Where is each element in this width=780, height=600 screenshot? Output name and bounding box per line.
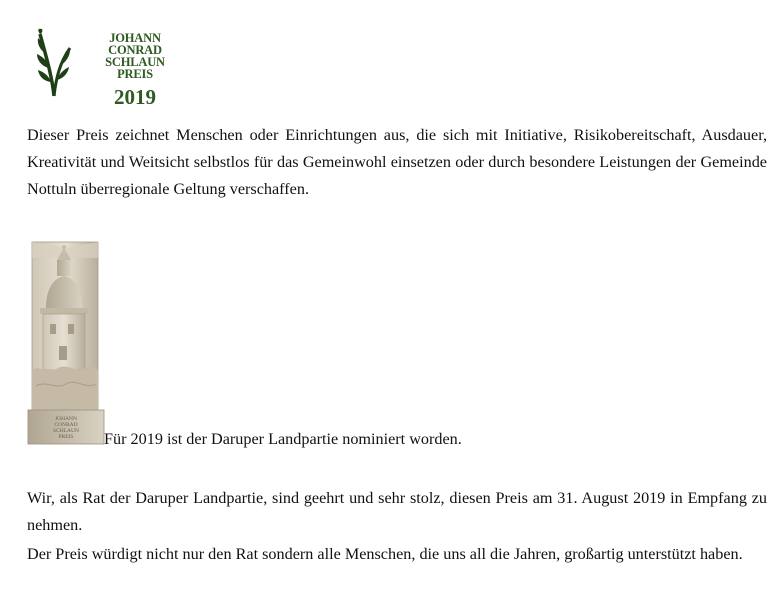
logo-line: JOHANN [109,31,161,45]
trophy-engraving: SCHLAUN [53,428,79,434]
trophy-engraving: JOHANN [55,416,77,422]
logo-line: PREIS [117,67,153,81]
trophy-engraving: PREIS [58,434,74,440]
trophy-engraving: CONRAD [54,422,78,428]
thanks-paragraph: Der Preis würdigt nicht nur den Rat sondern alle Menschen, die uns all die Jahren, großartig unterstützt haben. [27,545,743,563]
logo-year: 2019 [114,85,156,109]
logo-wordmark [90,32,180,80]
prize-logo [30,24,180,112]
trophy-image [26,238,106,446]
nomination-text: Für 2019 ist der Daruper Landpartie nominiert worden. [104,430,462,448]
honor-paragraph: Wir, als Rat der Daruper Landpartie, sind geehrt und sehr stolz, diesen Preis am 31. August 2019 in Empfang zu nehmen. [27,489,767,534]
plant-icon [32,26,76,98]
logo-line: CONRAD [108,43,162,57]
intro-paragraph: Dieser Preis zeichnet Menschen oder Einrichtungen aus, die sich mit Initiative, Risikobereitschaft, Ausdauer, Kreativität und Weitsicht selbstlos für das Gemeinwohl einsetzen oder durch besondere Leistungen der Gemeinde Nottuln überregionale Geltung verschaffen. [27,126,767,198]
logo-line: SCHLAUN [105,55,165,69]
